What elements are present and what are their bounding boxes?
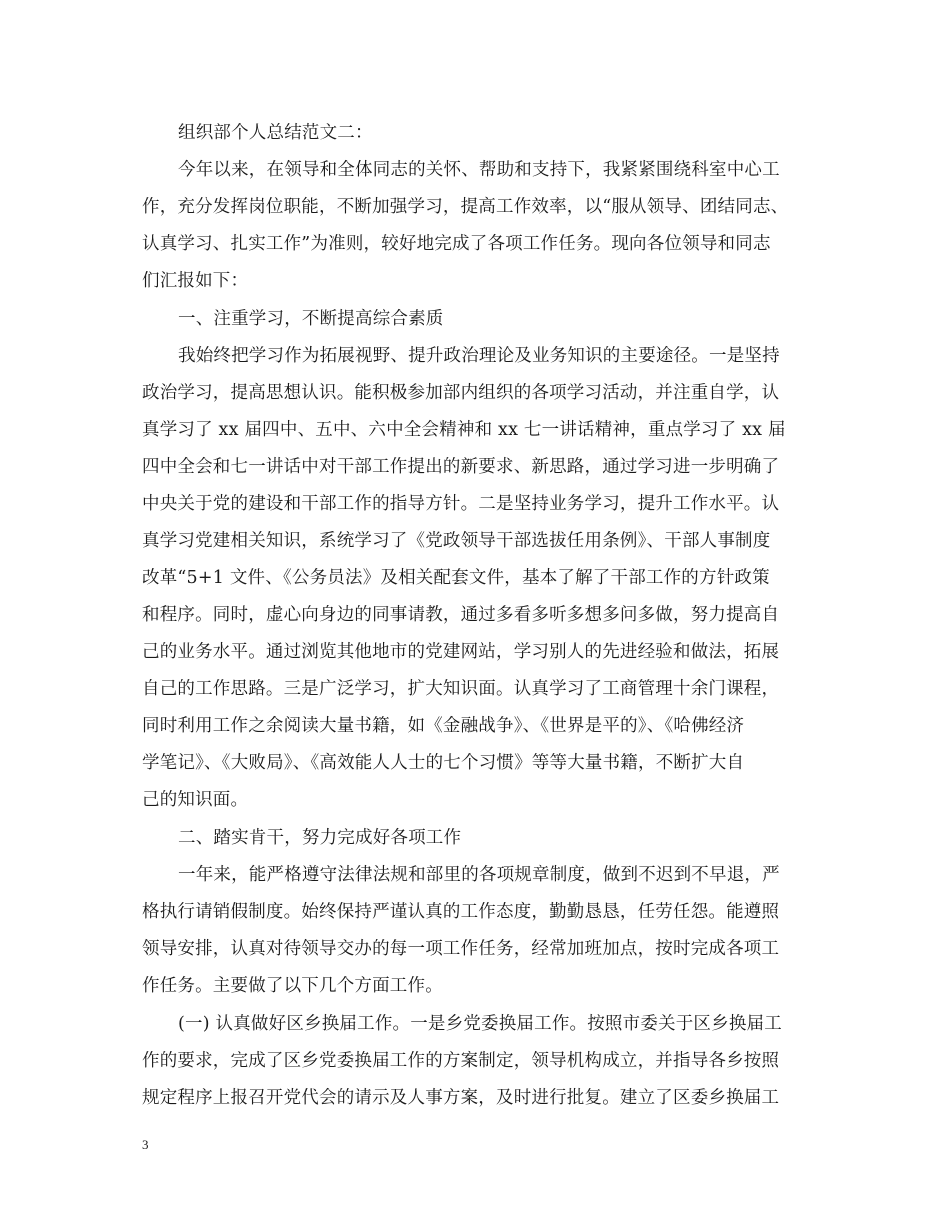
- paragraph-line: 一年来，能严格遵守法律法规和部里的各项规章制度，做到不迟到不早退，严: [178, 865, 780, 885]
- page-number: 3: [142, 1137, 149, 1152]
- paragraph-line: 作任务。主要做了以下几个方面工作。: [142, 976, 443, 996]
- paragraph-line: 作的要求，完成了区乡党委换届工作的方案制定，领导机构成立，并指导各乡按照: [142, 1051, 780, 1071]
- paragraph-line: 真学习了 xx 届四中、五中、六中全会精神和 xx 七一讲话精神，重点学习了 xx 届: [142, 420, 786, 440]
- subsection-line: (一) 认真做好区乡换届工作。一是乡党委换届工作。按照市委关于区乡换届工: [178, 1014, 782, 1034]
- paragraph-line: 自己的工作思路。三是广泛学习，扩大知识面。认真学习了工商管理十余门课程，: [142, 679, 780, 699]
- section-heading: 一、注重学习，不断提高综合素质: [178, 309, 444, 329]
- paragraph-line: 四中全会和七一讲话中对干部工作提出的新要求、新思路，通过学习进一步明确了: [142, 457, 780, 477]
- paragraph-line: 规定程序上报召开党代会的请示及人事方案，及时进行批复。建立了区委乡换届工: [142, 1088, 780, 1108]
- paragraph-line: 今年以来，在领导和全体同志的关怀、帮助和支持下，我紧紧围绕科室中心工: [178, 160, 780, 180]
- paragraph-line: 学笔记》、《大败局》、《高效能人人士的七个习惯》等等大量书籍，不断扩大自: [142, 753, 745, 773]
- paragraph-line: 己的知识面。: [142, 790, 249, 810]
- paragraph-line: 己的业务水平。通过浏览其他地市的党建网站，学习别人的先进经验和做法，拓展: [142, 642, 780, 662]
- paragraph-line: 作，充分发挥岗位职能，不断加强学习，提高工作效率，以“服从领导、团结同志、: [142, 197, 789, 217]
- paragraph-line: 中央关于党的建设和干部工作的指导方针。二是坚持业务学习，提升工作水平。认: [142, 494, 780, 514]
- paragraph-line: 政治学习，提高思想认识。能积极参加部内组织的各项学习活动，并注重自学，认: [142, 383, 780, 403]
- paragraph-line: 我始终把学习作为拓展视野、提升政治理论及业务知识的主要途径。一是坚持: [178, 346, 780, 366]
- paragraph-line: 和程序。同时，虚心向身边的同事请教，通过多看多听多想多问多做，努力提高自: [142, 605, 780, 625]
- paragraph-line: 改革“5+1 文件、《公务员法》及相关配套文件，基本了解了干部工作的方针政策: [142, 568, 770, 588]
- paragraph-line: 格执行请销假制度。始终保持严谨认真的工作态度，勤勤恳恳，任劳任怨。能遵照: [142, 902, 780, 922]
- section-title: 组织部个人总结范文二：: [178, 123, 373, 143]
- paragraph-line: 认真学习、扎实工作”为准则，较好地完成了各项工作任务。现向各位领导和同志: [142, 234, 771, 254]
- paragraph-line: 领导安排，认真对待领导交办的每一项工作任务，经常加班加点，按时完成各项工: [142, 939, 780, 959]
- paragraph-line: 们汇报如下：: [142, 271, 249, 291]
- paragraph-line: 真学习党建相关知识，系统学习了《党政领导干部选拔任用条例》、干部人事制度: [142, 531, 771, 551]
- paragraph-line: 同时利用工作之余阅读大量书籍，如《金融战争》、《世界是平的》、《哈佛经济: [142, 716, 745, 736]
- section-heading: 二、踏实肯干，努力完成好各项工作: [178, 828, 462, 848]
